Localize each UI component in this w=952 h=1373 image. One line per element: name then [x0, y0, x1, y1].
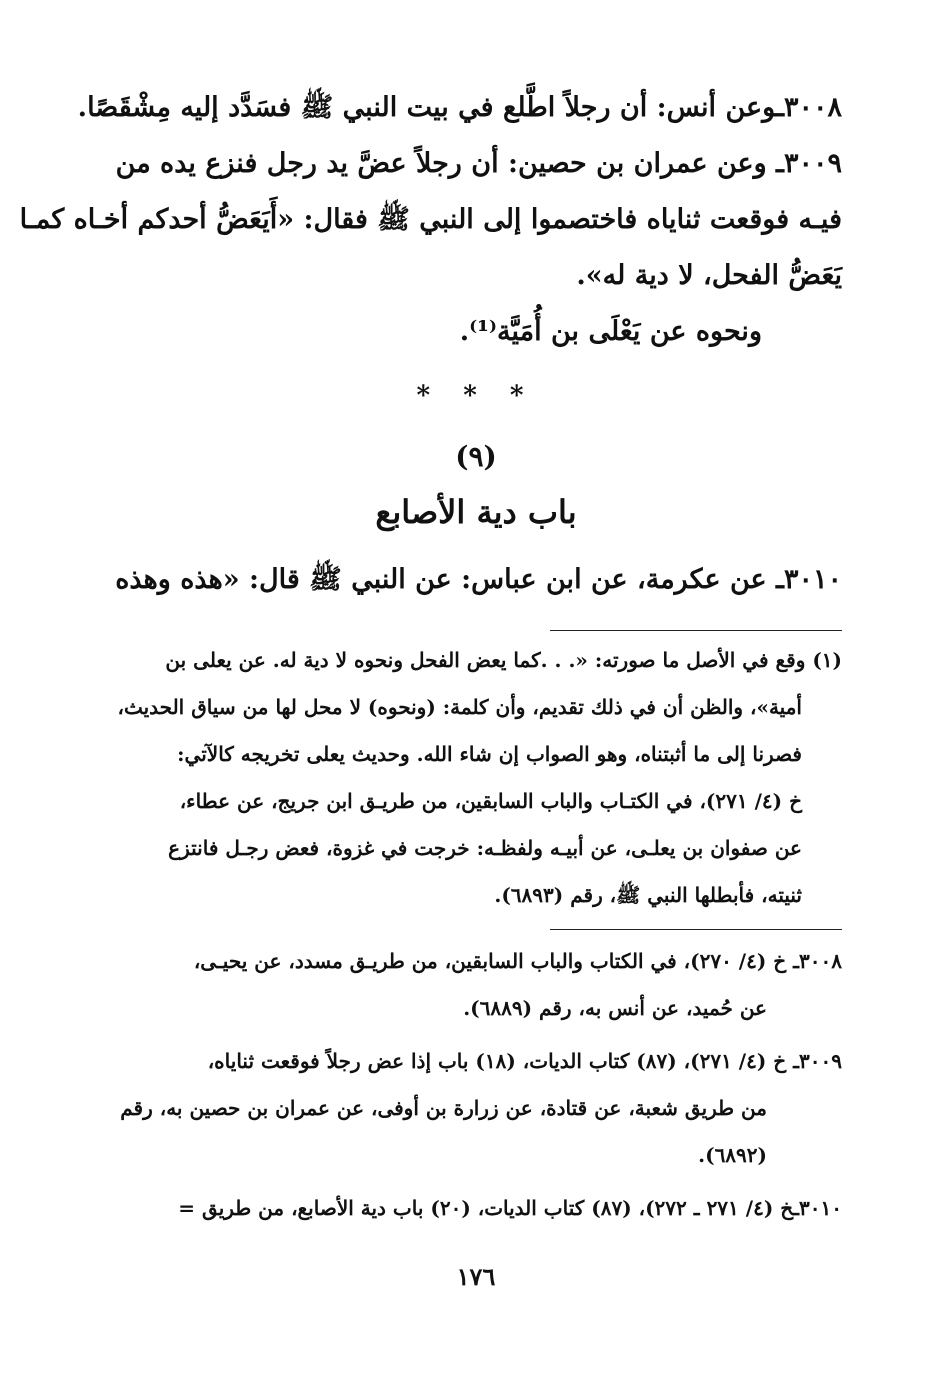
- references-rule: [550, 929, 842, 930]
- footnote-line: فصرنا إلى ما أثبتناه، وهو الصواب إن شاء الله. وحديث يعلى تخريجه كالآتي:: [177, 742, 802, 766]
- hadith-3008: ٣٠٠٨ـوعن أنس: أن رجلاً اطَّلع في بيت النبي ﷺ فسَدَّد إليه مِشْقَصًا.: [77, 92, 842, 123]
- footnote-line: عن صفوان بن يعلـى، عن أبيـه ولفظـه: خرجت في غزوة، فعض رجـل فانتزع: [168, 836, 802, 860]
- page-body: [19, 80, 842, 1232]
- reference-3009-line: ٣٠٠٩ـ خ (٤/ ٢٧١)، (٨٧) كتاب الديات، (١٨) باب إذا عض رجلاً فوقعت ثناياه،: [207, 1049, 842, 1073]
- footnote-line: (١) وقع في الأصل ما صورته: «. . .كما يعض الفحل ونحوه لا دية له. عن يعلى بن: [165, 648, 842, 672]
- references: [110, 938, 842, 1232]
- reference-3009-line: من طريق شعبة، عن قتادة، عن زرارة بن أوفى، عن عمران بن حصين به، رقم: [120, 1096, 767, 1120]
- hadith-3009-line-2: فيـه فوقعت ثناياه فاختصموا إلى النبي ﷺ فقال: «أَيَعَضُّ أحدكم أخـاه كمـا: [19, 204, 842, 235]
- hadith-3009-note: ونحوه عن يَعْلَى بن أُمَيَّة⁽¹⁾.: [459, 316, 762, 347]
- reference-3009-line: (٦٨٩٢).: [698, 1143, 767, 1167]
- section-separator: * * *: [416, 381, 536, 411]
- footnote-rule: [550, 630, 842, 631]
- footnote-line: أمية»، والظن أن في ذلك تقديم، وأن كلمة: (ونحوه) لا محل لها من سياق الحديث،: [117, 695, 802, 719]
- footnote-line: خ (٤/ ٢٧١)، في الكتـاب والباب السابقين، من طريـق ابن جريج، عن عطاء،: [179, 789, 802, 813]
- main-text: [19, 80, 842, 360]
- footnotes: [110, 637, 842, 919]
- page-number: ١٧٦: [456, 1262, 496, 1291]
- reference-3008-line: ٣٠٠٨ـ خ (٤/ ٢٧٠)، في الكتاب والباب السابقين، من طريـق مسدد، عن يحيـى،: [193, 949, 842, 973]
- reference-3008-line: عن حُميد، عن أنس به، رقم (٦٨٨٩).: [463, 996, 767, 1020]
- hadith-3010-block: [110, 552, 842, 608]
- chapter-number: (٩): [455, 440, 497, 473]
- chapter-title: باب دية الأصابع: [375, 493, 577, 531]
- hadith-3010-start: ٣٠١٠ـ عن عكرمة، عن ابن عباس: عن النبي ﷺ قال: «هذه وهذه: [115, 564, 842, 595]
- hadith-3009-line-3: يَعَضُّ الفحل، لا دية له».: [576, 260, 842, 291]
- footnote-line: ثنيته، فأبطلها النبي ﷺ، رقم (٦٨٩٣).: [494, 883, 802, 907]
- hadith-3009-line-1: ٣٠٠٩ـ وعن عمران بن حصين: أن رجلاً عضَّ يد رجل فنزع يده من: [115, 148, 842, 179]
- reference-3010-line: ٣٠١٠ـخ (٤/ ٢٧١ ـ ٢٧٢)، (٨٧) كتاب الديات، (٢٠) باب دية الأصابع، من طريق =: [178, 1196, 842, 1220]
